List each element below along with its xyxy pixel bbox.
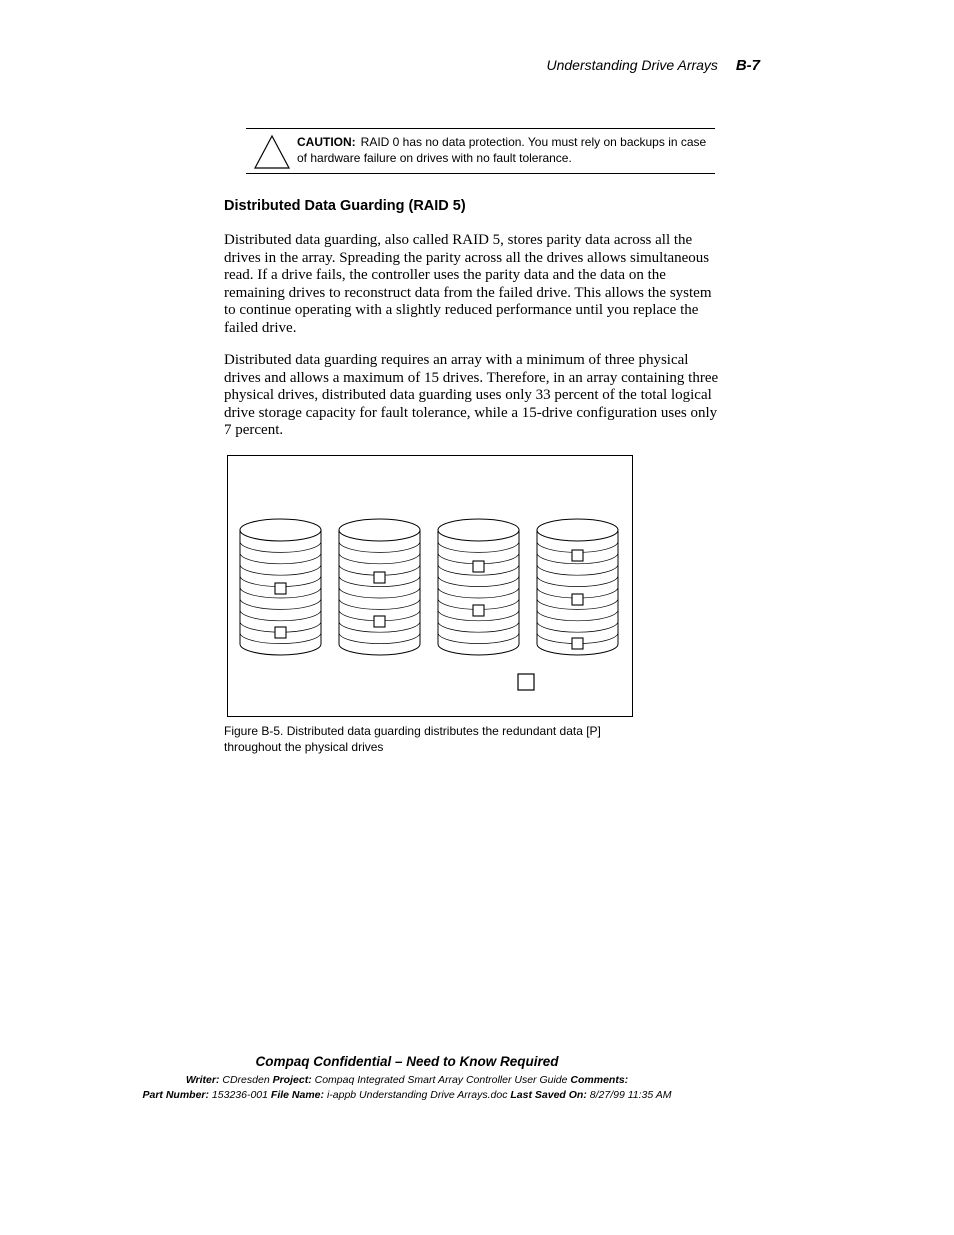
footer-project-label: Project:	[272, 1074, 312, 1086]
header-section-title: Understanding Drive Arrays	[546, 57, 718, 73]
body-paragraph-2: Distributed data guarding requires an array with a minimum of three physical drives and allows a maximum of 15 drives. Therefore, in an array containing three physical drives, distributed data guarding uses only 33 percent of the total logical drive storage capacity for fault tolerance, while a 15-drive configuration uses only 7 percent.	[224, 352, 719, 438]
footer-part-number-label: Part Number:	[142, 1089, 209, 1101]
footer-title: Compaq Confidential – Need to Know Required	[255, 1054, 559, 1069]
parity-block-marker	[572, 638, 583, 649]
footer-project: Compaq Integrated Smart Array Controller User Guide	[314, 1074, 568, 1086]
warning-triangle-icon	[252, 134, 292, 175]
footer-comments-label: Comments:	[570, 1074, 629, 1086]
body-paragraph-1: Distributed data guarding, also called RAID 5, stores parity data across all the drives in the array. Spreading the parity across all the drives allows simultaneous read. If a drive fails, the controller uses the parity data and the data on the remaining drives to reconstruct data from the failed drive. This allows the system to continue operating with a slightly reduced performance until you replace the failed drive.	[224, 232, 712, 336]
parity-block-marker	[572, 550, 583, 561]
caution-label: CAUTION:	[297, 135, 356, 149]
footer-writer-label: Writer:	[185, 1074, 220, 1086]
drive-top	[438, 519, 519, 541]
drive-top	[339, 519, 420, 541]
running-header	[546, 57, 760, 74]
caution-box	[246, 128, 715, 174]
parity-block-marker	[374, 572, 385, 583]
parity-block-marker	[473, 561, 484, 572]
parity-legend-marker	[518, 674, 534, 690]
parity-block-marker	[275, 627, 286, 638]
drive-body	[438, 530, 519, 655]
physical-drive-1	[240, 519, 321, 655]
footer-part-number: 153236-001	[211, 1089, 268, 1101]
caution-text	[297, 134, 711, 166]
physical-drive-4	[537, 519, 618, 655]
parity-block-marker	[572, 594, 583, 605]
drive-top	[240, 519, 321, 541]
physical-drive-2	[339, 519, 420, 655]
raid5-diagram-svg	[228, 456, 632, 716]
drive-body	[537, 530, 618, 655]
figure-raid5-diagram	[227, 455, 633, 717]
drive-top	[537, 519, 618, 541]
footer-writer: CDresden	[222, 1074, 270, 1086]
footer-file-name-label: File Name:	[270, 1089, 325, 1101]
figure-caption-line-2: throughout the physical drives	[224, 740, 384, 754]
footer-metadata-line-1	[0, 1074, 814, 1086]
parity-block-marker	[473, 605, 484, 616]
footer-last-saved: 8/27/99 11:35 AM	[589, 1089, 672, 1101]
footer-last-saved-label: Last Saved On:	[510, 1089, 587, 1101]
footer-file-name: i-appb Understanding Drive Arrays.doc	[326, 1089, 508, 1101]
parity-block-marker	[374, 616, 385, 627]
drive-body	[339, 530, 420, 655]
figure-caption-line-1: Figure B-5. Distributed data guarding distributes the redundant data [P]	[224, 724, 601, 738]
figure-caption	[224, 723, 644, 755]
parity-block-marker	[275, 583, 286, 594]
header-page-number: B-7	[735, 57, 760, 74]
footer-metadata-line-2	[0, 1089, 814, 1101]
section-heading: Distributed Data Guarding (RAID 5)	[224, 198, 466, 214]
physical-drive-3	[438, 519, 519, 655]
caution-message: RAID 0 has no data protection. You must rely on backups in case of hardware failure on drives with no fault tolerance.	[297, 135, 707, 165]
